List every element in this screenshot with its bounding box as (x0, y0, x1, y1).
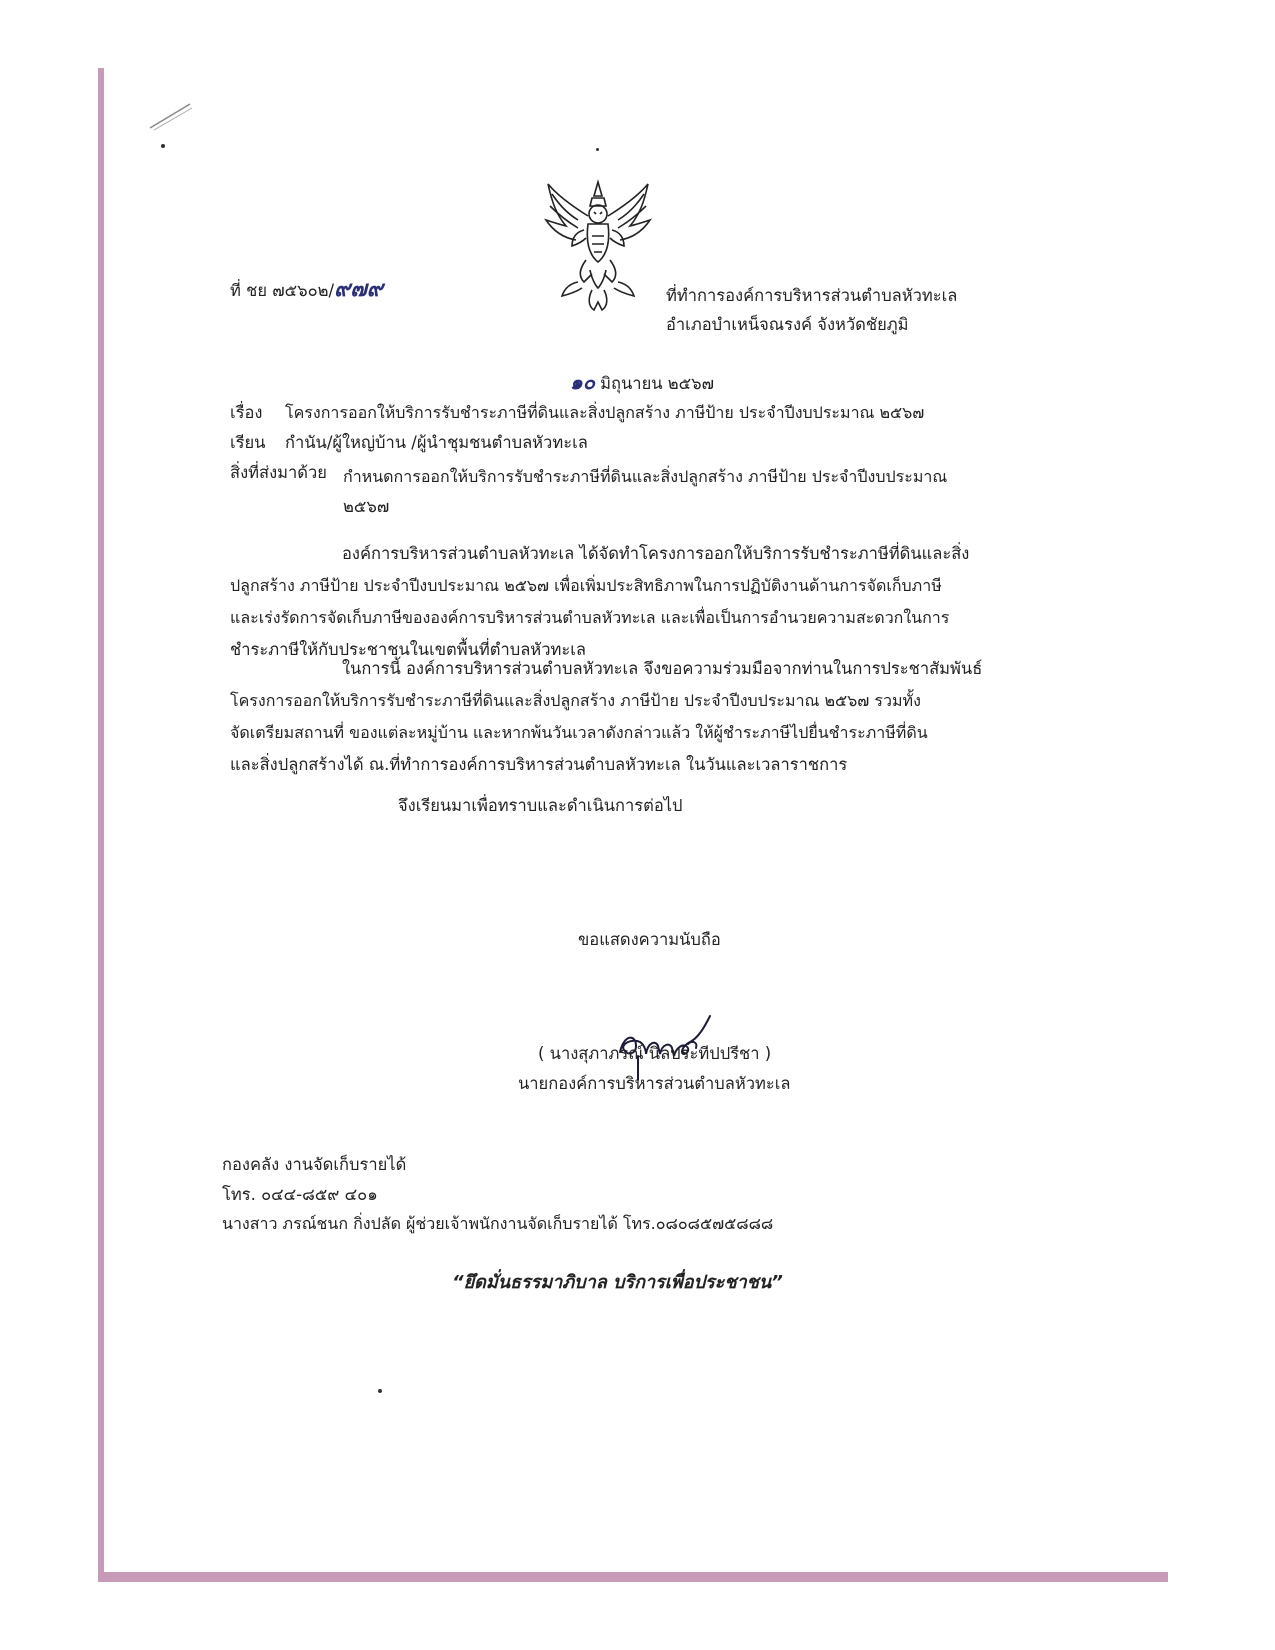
paragraph-1-line: ปลูกสร้าง ภาษีป้าย ประจำปีงบประมาณ ๒๕๖๗ เพื่อเพิ่มประสิทธิภาพในการปฏิบัติงานด้านการจัดเก็บภาษี (230, 576, 942, 595)
paragraph-2-line: โครงการออกให้บริการรับชำระภาษีที่ดินและสิ่งปลูกสร้าง ภาษีป้าย ประจำปีงบประมาณ ๒๕๖๗ รวมทั้ง (230, 691, 921, 710)
date-month-year: มิถุนายน ๒๕๖๗ (600, 374, 715, 393)
subject-label: เรื่อง (230, 403, 263, 422)
office-address-line2: อำเภอบำเหน็จณรงค์ จังหวัดชัยภูมิ (666, 315, 909, 334)
garuda-emblem-icon (542, 176, 654, 314)
paragraph-1 (230, 538, 969, 666)
closing-salutation: ขอแสดงความนับถือ (578, 930, 721, 949)
signer-name: ( นางสุภาภรณ์ นิลประทีปปรีชา ) (538, 1044, 772, 1063)
reference-prefix: ที่ ชย ๗๕๖๐๒/ (230, 281, 335, 300)
speck (378, 1389, 382, 1393)
paragraph-2-line: ในการนี้ องค์การบริหารส่วนตำบลหัวทะเล จึงขอความร่วมมือจากท่านในการประชาสัมพันธ์ (342, 659, 983, 678)
to-label: เรียน (230, 433, 266, 452)
date-day-handwritten: ๑๐ (570, 370, 595, 394)
paragraph-1-line: องค์การบริหารส่วนตำบลหัวทะเล ได้จัดทำโครงการออกให้บริการรับชำระภาษีที่ดินและสิ่ง (342, 544, 970, 563)
contact-person: นางสาว ภรณ์ชนก กิ่งปลัด ผู้ช่วยเจ้าพนักงานจัดเก็บรายได้ โทร.๐๘๐๘๕๗๕๘๘๘ (222, 1214, 774, 1233)
closing-request: จึงเรียนมาเพื่อทราบและดำเนินการต่อไป (398, 796, 683, 815)
organization-motto: “ยึดมั่นธรรมาภิบาล บริการเพื่อประชาชน” (452, 1272, 783, 1293)
pencil-scratch-mark (148, 98, 208, 138)
paragraph-2-line: จัดเตรียมสถานที่ ของแต่ละหมู่บ้าน และหากพ้นวันเวลาดังกล่าวแล้ว ให้ผู้ชำระภาษีไปยื่นชำระภาษีที่ดิน (230, 723, 928, 742)
paragraph-2-line: และสิ่งปลูกสร้างได้ ณ.ที่ทำการองค์การบริหารส่วนตำบลหัวทะเล ในวันและเวลาราชการ (230, 755, 848, 774)
contact-phone: โทร. ๐๔๔-๘๕๙ ๔๐๑ (222, 1185, 378, 1204)
paragraph-1-line: และเร่งรัดการจัดเก็บภาษีขององค์การบริหารส่วนตำบลหัวทะเล และเพื่อเป็นการอำนวยความสะดวกในการ (230, 608, 950, 627)
enclosure-line2: ๒๕๖๗ (343, 497, 390, 516)
signer-title: นายกองค์การบริหารส่วนตำบลหัวทะเล (518, 1074, 791, 1093)
paper-edge-bottom (98, 1572, 1168, 1582)
subject-text: โครงการออกให้บริการรับชำระภาษีที่ดินและสิ่งปลูกสร้าง ภาษีป้าย ประจำปีงบประมาณ ๒๕๖๗ (285, 403, 925, 422)
reference-number (230, 276, 383, 302)
reference-number-handwritten: ๙๗๙ (334, 276, 383, 302)
speck (161, 144, 165, 148)
paragraph-2 (230, 653, 982, 781)
speck (596, 148, 599, 151)
enclosure-line1: กำหนดการออกให้บริการรับชำระภาษีที่ดินและสิ่งปลูกสร้าง ภาษีป้าย ประจำปีงบประมาณ (343, 467, 948, 486)
office-address-line1: ที่ทำการองค์การบริหารส่วนตำบลหัวทะเล (666, 286, 958, 305)
letter-date (570, 370, 714, 394)
enclosure-label: สิ่งที่ส่งมาด้วย (230, 463, 327, 482)
contact-department: กองคลัง งานจัดเก็บรายได้ (222, 1155, 407, 1174)
to-text: กำนัน/ผู้ใหญ่บ้าน /ผู้นำชุมชนตำบลหัวทะเล (285, 433, 588, 452)
paragraph-1-line: ชำระภาษีให้กับประชาชนในเขตพื้นที่ตำบลหัวทะเล (230, 640, 586, 659)
